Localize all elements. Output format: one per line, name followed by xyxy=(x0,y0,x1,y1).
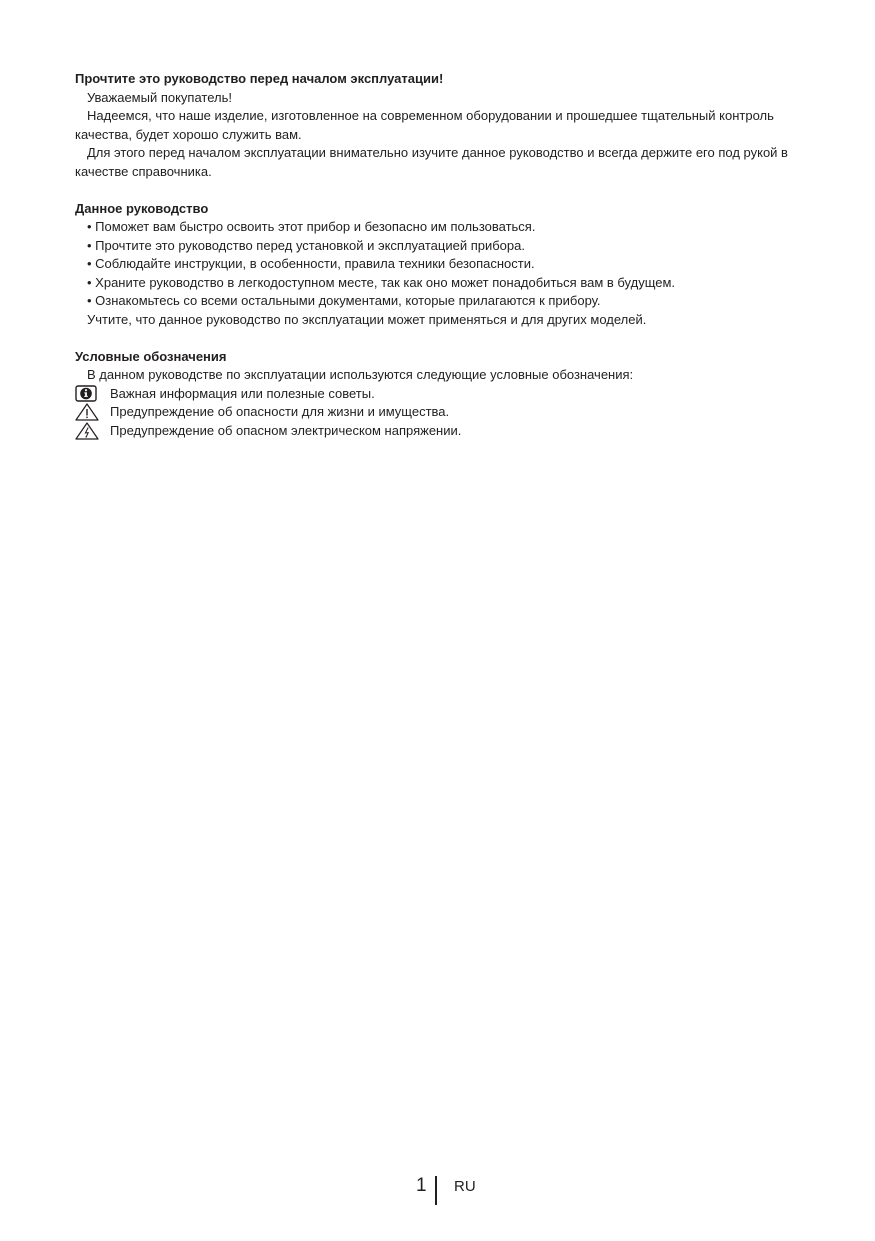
intro-greeting: Уважаемый покупатель! xyxy=(87,89,232,105)
legend-row-electric xyxy=(75,422,805,441)
symbols-section xyxy=(75,348,805,441)
legend-row-info xyxy=(75,385,805,404)
manual-section xyxy=(75,200,805,330)
manual-bullet-1: • Поможет вам быстро освоить этот прибор и безопасно им пользоваться. xyxy=(87,219,536,234)
legend-text-info: Важная информация или полезные советы. xyxy=(110,385,375,401)
manual-bullet-5: • Ознакомьтесь со всеми остальными документами, которые прилагаются к прибору. xyxy=(87,293,601,308)
info-icon xyxy=(75,385,99,403)
intro-paragraph-2: Для этого перед началом эксплуатации внимательно изучите данное руководство и всегда держите его под рукой в качестве справочника. xyxy=(75,145,788,179)
page-number: 1 xyxy=(416,1175,427,1196)
manual-bullet-4: • Храните руководство в легкодоступном месте, так как оно может понадобиться вам в будущем. xyxy=(87,274,676,290)
manual-bullet-3: • Соблюдайте инструкции, в особенности, правила техники безопасности. xyxy=(87,256,535,271)
symbols-intro: В данном руководстве по эксплуатации используются следующие условные обозначения: xyxy=(87,367,634,382)
legend-text-warning: Предупреждение об опасности для жизни и имущества. xyxy=(110,404,450,419)
manual-bullet-2: • Прочтите это руководство перед установкой и эксплуатацией прибора. xyxy=(87,237,525,253)
footer-divider xyxy=(435,1176,437,1205)
manual-note: Учтите, что данное руководство по эксплуатации может применяться и для других моделей. xyxy=(87,311,647,327)
symbols-title: Условные обозначения xyxy=(75,348,227,364)
legend-row-warning xyxy=(75,403,805,422)
document-body xyxy=(75,70,805,440)
page-footer xyxy=(0,1173,875,1207)
manual-title: Данное руководство xyxy=(75,200,209,216)
electric-warning-icon xyxy=(75,422,99,440)
language-code: RU xyxy=(454,1178,476,1195)
intro-title: Прочтите это руководство перед началом эксплуатации! xyxy=(75,71,444,86)
legend-text-electric: Предупреждение об опасном электрическом напряжении. xyxy=(110,422,462,438)
intro-paragraph-1: Надеемся, что наше изделие, изготовленное на современном оборудовании и прошедшее тщательный контроль качества, будет хорошо служить вам. xyxy=(75,108,774,142)
warning-icon xyxy=(75,403,99,421)
